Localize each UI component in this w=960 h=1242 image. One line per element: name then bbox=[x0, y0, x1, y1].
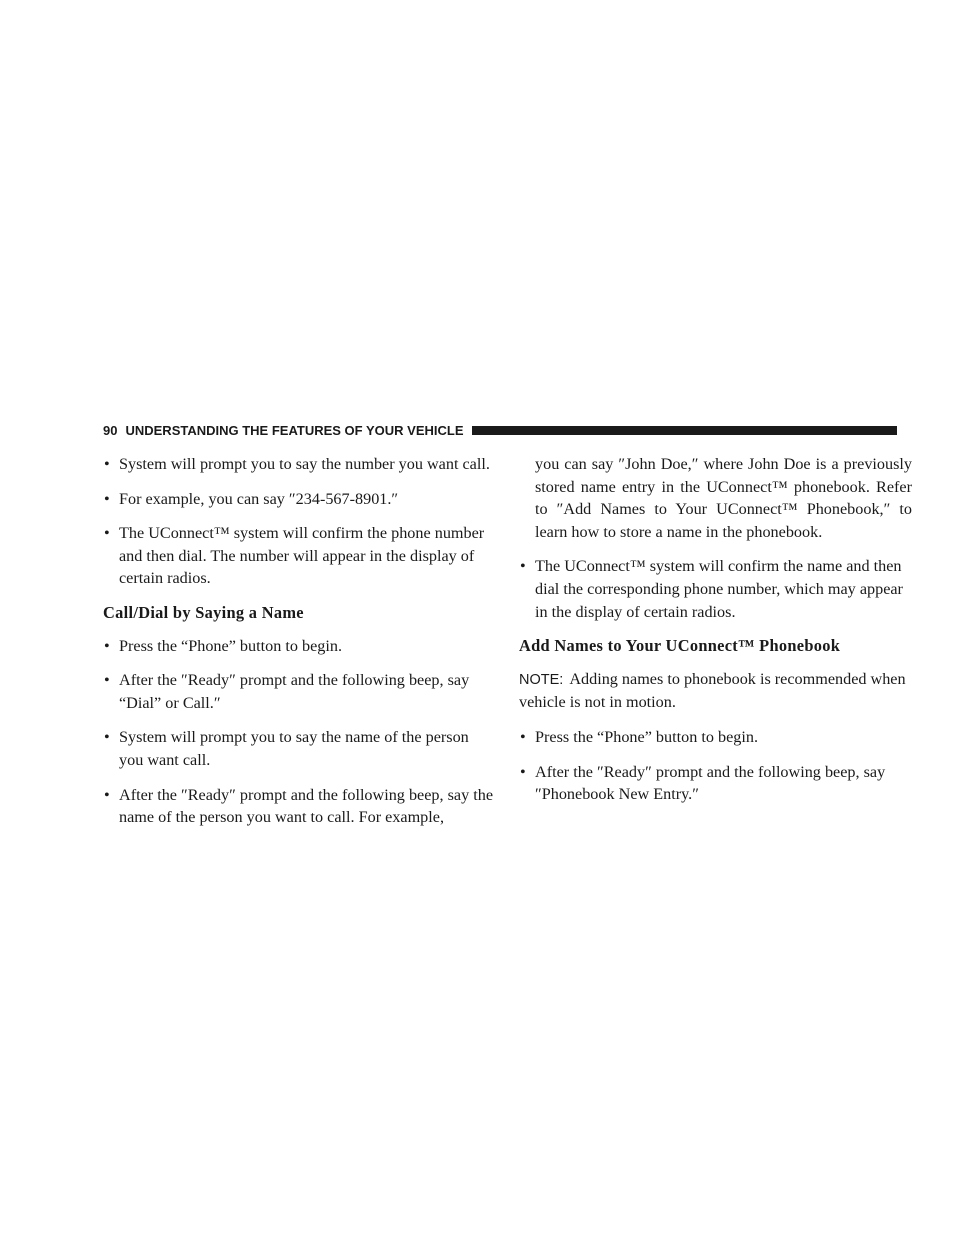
list-item-text: After the ″Ready″ prompt and the following beep, say the name of the person you want to call. For example, bbox=[119, 785, 494, 827]
note-label: NOTE: bbox=[519, 671, 564, 688]
list-item bbox=[103, 669, 496, 714]
add-names-bullet-list bbox=[519, 726, 912, 806]
list-item bbox=[103, 784, 496, 829]
bullet-icon: • bbox=[104, 636, 110, 655]
list-item bbox=[103, 726, 496, 771]
list-item bbox=[103, 635, 496, 658]
bullet-icon: • bbox=[104, 785, 110, 804]
bullet-icon: • bbox=[104, 455, 110, 473]
list-item-text: After the ″Ready″ prompt and the following beep, say ″Phonebook New Entry.″ bbox=[535, 762, 886, 804]
call-dial-bullet-list bbox=[103, 635, 496, 829]
list-item-text: The UConnect™ system will confirm the name and then dial the corresponding phone number, which may appear in the display of certain radios. bbox=[535, 557, 903, 621]
bullet-icon: • bbox=[104, 489, 110, 508]
list-item bbox=[103, 522, 496, 590]
list-item bbox=[103, 488, 496, 511]
list-item-text: Press the “Phone” button to begin. bbox=[535, 727, 758, 746]
continued-paragraph: you can say ″John Doe,″ where John Doe is a previously stored name entry in the UConnect™ phonebook. Refer to ″Add Names to Your UConnect™ Phonebook,″ to learn how to store a name in the phonebook. bbox=[535, 455, 912, 541]
list-item bbox=[519, 555, 912, 623]
list-item-text: The UConnect™ system will confirm the phone number and then dial. The number will appear in the display of certain radios. bbox=[119, 524, 485, 588]
bullet-icon: • bbox=[520, 762, 526, 781]
bullet-icon: • bbox=[520, 557, 526, 576]
list-item-text: System will prompt you to say the name of the person you want call. bbox=[119, 728, 469, 769]
left-column bbox=[103, 453, 496, 841]
bullet-icon: • bbox=[104, 524, 110, 543]
list-item-text: After the ″Ready″ prompt and the following beep, say “Dial” or Call.″ bbox=[119, 671, 470, 712]
list-item-text: For example, you can say ″234-567-8901.″ bbox=[119, 489, 399, 508]
section-heading-add-names: Add Names to Your UConnect™ Phonebook bbox=[519, 636, 841, 656]
bullet-icon: • bbox=[104, 728, 110, 747]
section-heading-call-dial: Call/Dial by Saying a Name bbox=[103, 602, 304, 622]
right-column bbox=[519, 453, 912, 818]
confirm-bullet-list bbox=[519, 555, 912, 623]
section-title: UNDERSTANDING THE FEATURES OF YOUR VEHICLE bbox=[125, 422, 464, 438]
header-rule bbox=[472, 426, 898, 435]
page-number: 90 bbox=[103, 422, 118, 438]
list-item bbox=[519, 726, 912, 749]
list-item-text: System will prompt you to say the number you want call. bbox=[119, 455, 490, 473]
list-item-text: Press the “Phone” button to begin. bbox=[119, 636, 342, 655]
intro-bullet-list bbox=[103, 453, 496, 590]
note-text: Adding names to phonebook is recommended when vehicle is not in motion. bbox=[519, 669, 906, 712]
list-item bbox=[519, 761, 912, 806]
bullet-icon: • bbox=[520, 727, 526, 746]
page-header bbox=[103, 420, 897, 440]
bullet-icon: • bbox=[104, 671, 110, 690]
note-paragraph bbox=[519, 668, 912, 714]
list-item bbox=[103, 453, 496, 476]
